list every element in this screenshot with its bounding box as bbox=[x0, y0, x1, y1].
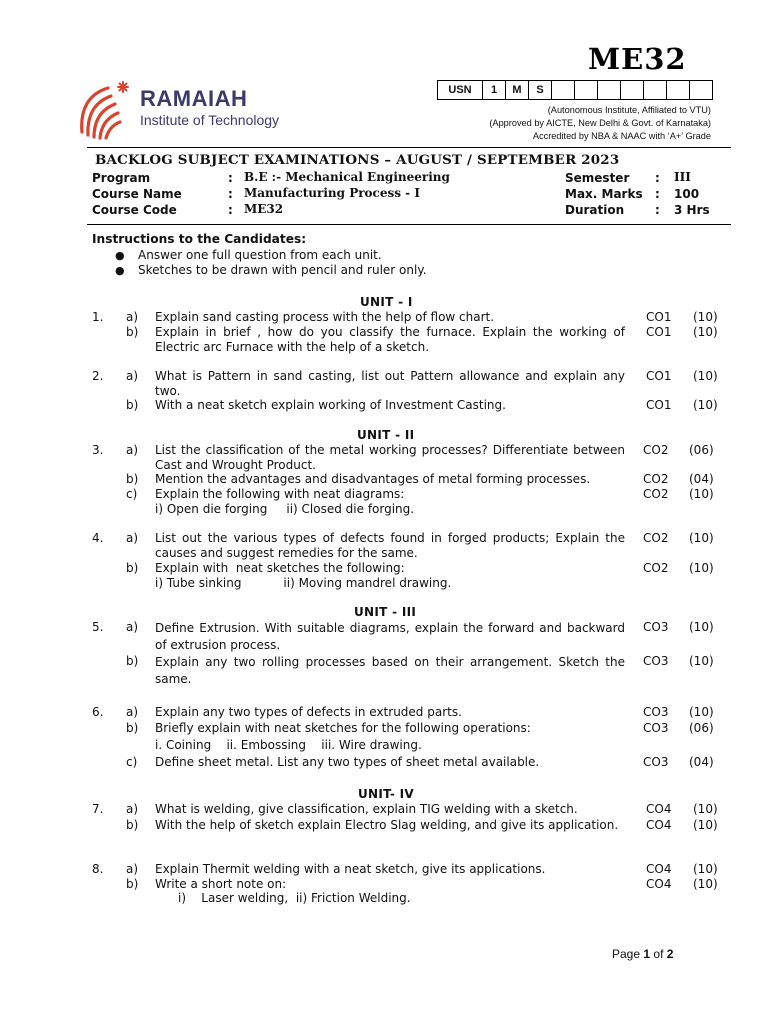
unit-heading: UNIT- IV bbox=[358, 787, 414, 801]
question-part-label: b) bbox=[126, 654, 139, 668]
marks: (10) bbox=[689, 487, 714, 501]
question-number: 7. bbox=[92, 802, 104, 816]
duration-value: 3 Hrs bbox=[674, 203, 710, 217]
inst-line: (Approved by AICTE, New Delhi & Govt. of Karnataka) bbox=[489, 118, 711, 128]
program-value: B.E :- Mechanical Engineering bbox=[244, 170, 450, 184]
brand-name: RAMAIAH bbox=[140, 86, 248, 111]
course-outcome: CO1 bbox=[646, 310, 672, 324]
of-word: of bbox=[653, 947, 664, 961]
question-text: Explain the following with neat diagrams: bbox=[155, 487, 405, 501]
question-part-label: b) bbox=[126, 561, 139, 575]
colon: : bbox=[655, 203, 660, 217]
usn-box[interactable] bbox=[575, 81, 598, 100]
course-outcome: CO2 bbox=[643, 561, 669, 575]
usn-box[interactable] bbox=[644, 81, 667, 100]
question-text: List the classification of the metal working processes? Differentiate between Cast and Wrought Product. bbox=[155, 443, 625, 472]
brand-subtitle: Institute of Technology bbox=[140, 112, 280, 128]
usn-box[interactable]: S bbox=[529, 81, 552, 100]
course-outcome: CO4 bbox=[646, 877, 672, 891]
marks: (06) bbox=[689, 721, 714, 735]
marks: (10) bbox=[689, 620, 714, 634]
question-text: What is Pattern in sand casting, list out Pattern allowance and explain any two. bbox=[155, 369, 625, 398]
course-code-value: ME32 bbox=[244, 202, 284, 216]
course-outcome: CO1 bbox=[646, 398, 672, 412]
course-outcome: CO2 bbox=[643, 443, 669, 457]
marks: (10) bbox=[689, 654, 714, 668]
course-outcome: CO4 bbox=[646, 802, 672, 816]
question-part-label: b) bbox=[126, 818, 139, 832]
question-part-label: a) bbox=[126, 862, 139, 876]
question-text: With a neat sketch explain working of Investment Casting. bbox=[155, 398, 506, 412]
unit-heading: UNIT - I bbox=[360, 295, 413, 309]
marks: (10) bbox=[693, 802, 718, 816]
colon: : bbox=[655, 171, 660, 185]
question-text: Briefly explain with neat sketches for the following operations: bbox=[155, 721, 531, 735]
semester-label: Semester bbox=[565, 171, 630, 185]
colon: : bbox=[655, 187, 660, 201]
question-text: Define sheet metal. List any two types of sheet metal available. bbox=[155, 755, 540, 769]
usn-box[interactable] bbox=[690, 81, 713, 100]
question-part-label: b) bbox=[126, 721, 139, 735]
instruction-item: Sketches to be drawn with pencil and ruler only. bbox=[138, 263, 427, 277]
marks: (10) bbox=[693, 310, 718, 324]
question-text: Explain any two types of defects in extruded parts. bbox=[155, 705, 462, 719]
semester-value: III bbox=[674, 170, 691, 184]
question-text: Define Extrusion. With suitable diagrams, explain the forward and backward of extrusion process. bbox=[155, 621, 625, 652]
page-word: Page bbox=[612, 947, 641, 961]
usn-label: USN bbox=[438, 81, 483, 100]
marks: (10) bbox=[693, 877, 718, 891]
course-outcome: CO4 bbox=[646, 862, 672, 876]
course-outcome: CO1 bbox=[646, 325, 672, 339]
inst-line: (Autonomous Institute, Affiliated to VTU) bbox=[547, 105, 711, 115]
question-number: 8. bbox=[92, 862, 104, 876]
question-part-label: a) bbox=[126, 620, 139, 634]
question-subitems: i. Coining ii. Embossing iii. Wire drawing. bbox=[155, 738, 422, 752]
question-text: Explain in brief , how do you classify the furnace. Explain the working of Electric arc Furnace with the help of a sketch. bbox=[155, 325, 625, 354]
course-name-label: Course Name bbox=[92, 187, 182, 201]
duration-label: Duration bbox=[565, 203, 625, 217]
question-subitems: i) Open die forging ii) Closed die forging. bbox=[155, 502, 415, 516]
meta-divider bbox=[87, 224, 731, 225]
question-text: With the help of sketch explain Electro Slag welding, and give its application. bbox=[155, 818, 619, 832]
colon: : bbox=[228, 203, 233, 217]
question-part-label: a) bbox=[126, 443, 139, 457]
course-outcome: CO2 bbox=[643, 487, 669, 501]
marks: (10) bbox=[689, 705, 714, 719]
colon: : bbox=[228, 171, 233, 185]
question-part-label: c) bbox=[126, 755, 138, 769]
marks: (06) bbox=[689, 443, 714, 457]
course-outcome: CO3 bbox=[643, 755, 669, 769]
question-text: Explain any two rolling processes based on their arrangement. Sketch the same. bbox=[155, 655, 625, 686]
question-subitems: i) Laser welding, ii) Friction Welding. bbox=[178, 891, 411, 905]
colon: : bbox=[228, 187, 233, 201]
question-part-label: a) bbox=[126, 369, 139, 383]
question-part-label: a) bbox=[126, 802, 139, 816]
question-text: Write a short note on: bbox=[155, 877, 287, 891]
course-outcome: CO3 bbox=[643, 705, 669, 719]
page-number bbox=[612, 947, 673, 961]
instruction-item: Answer one full question from each unit. bbox=[138, 248, 382, 262]
course-code-heading: ME32 bbox=[588, 42, 687, 76]
bullet-icon: ● bbox=[115, 264, 125, 277]
marks: (04) bbox=[689, 472, 714, 486]
instructions-heading: Instructions to the Candidates: bbox=[92, 232, 307, 246]
usn-box[interactable] bbox=[667, 81, 690, 100]
max-marks-value: 100 bbox=[674, 187, 700, 201]
usn-box[interactable]: M bbox=[506, 81, 529, 100]
question-part-label: c) bbox=[126, 487, 138, 501]
question-text: List out the various types of defects found in forged products; Explain the causes and suggest remedies for the same. bbox=[155, 531, 625, 560]
question-text: Mention the advantages and disadvantages of metal forming processes. bbox=[155, 472, 591, 486]
page-current: 1 bbox=[643, 947, 651, 961]
marks: (10) bbox=[689, 531, 714, 545]
ramaiah-logo-icon bbox=[78, 80, 132, 140]
question-number: 5. bbox=[92, 620, 104, 634]
marks: (10) bbox=[693, 818, 718, 832]
usn-box[interactable] bbox=[552, 81, 575, 100]
question-number: 6. bbox=[92, 705, 104, 719]
course-code-label: Course Code bbox=[92, 203, 177, 217]
course-outcome: CO2 bbox=[643, 472, 669, 486]
page-total: 2 bbox=[666, 947, 674, 961]
question-part-label: b) bbox=[126, 472, 139, 486]
question-part-label: b) bbox=[126, 398, 139, 412]
question-part-label: b) bbox=[126, 877, 139, 891]
program-label: Program bbox=[92, 171, 151, 185]
marks: (10) bbox=[693, 398, 718, 412]
header-divider bbox=[87, 147, 731, 148]
question-part-label: a) bbox=[126, 310, 139, 324]
exam-title: BACKLOG SUBJECT EXAMINATIONS – AUGUST / SEPTEMBER 2023 bbox=[95, 152, 620, 168]
marks: (04) bbox=[689, 755, 714, 769]
course-outcome: CO3 bbox=[643, 721, 669, 735]
question-subitems: i) Tube sinking ii) Moving mandrel drawing. bbox=[155, 576, 452, 590]
course-outcome: CO3 bbox=[643, 654, 669, 668]
course-outcome: CO3 bbox=[643, 620, 669, 634]
usn-box[interactable] bbox=[621, 81, 644, 100]
marks: (10) bbox=[689, 561, 714, 575]
question-text: Explain Thermit welding with a neat sketch, give its applications. bbox=[155, 862, 546, 876]
question-number: 3. bbox=[92, 443, 104, 457]
question-text: What is welding, give classification, explain TIG welding with a sketch. bbox=[155, 802, 578, 816]
course-outcome: CO1 bbox=[646, 369, 672, 383]
usn-box[interactable]: 1 bbox=[483, 81, 506, 100]
inst-line: Accredited by NBA & NAAC with ‘A+’ Grade bbox=[532, 131, 711, 141]
question-number: 2. bbox=[92, 369, 104, 383]
unit-heading: UNIT - III bbox=[354, 605, 417, 619]
marks: (10) bbox=[693, 369, 718, 383]
question-part-label: a) bbox=[126, 531, 139, 545]
course-outcome: CO2 bbox=[643, 531, 669, 545]
question-number: 1. bbox=[92, 310, 104, 324]
marks: (10) bbox=[693, 325, 718, 339]
institute-accreditation bbox=[489, 104, 711, 143]
max-marks-label: Max. Marks bbox=[565, 187, 643, 201]
question-text: Explain sand casting process with the help of flow chart. bbox=[155, 310, 495, 324]
usn-box[interactable] bbox=[598, 81, 621, 100]
usn-table bbox=[437, 80, 713, 100]
unit-heading: UNIT - II bbox=[357, 428, 415, 442]
question-part-label: a) bbox=[126, 705, 139, 719]
course-outcome: CO4 bbox=[646, 818, 672, 832]
question-text: Explain with neat sketches the following: bbox=[155, 561, 405, 575]
marks: (10) bbox=[693, 862, 718, 876]
course-name-value: Manufacturing Process - I bbox=[244, 186, 420, 200]
question-number: 4. bbox=[92, 531, 104, 545]
question-part-label: b) bbox=[126, 325, 139, 339]
bullet-icon: ● bbox=[115, 249, 125, 262]
